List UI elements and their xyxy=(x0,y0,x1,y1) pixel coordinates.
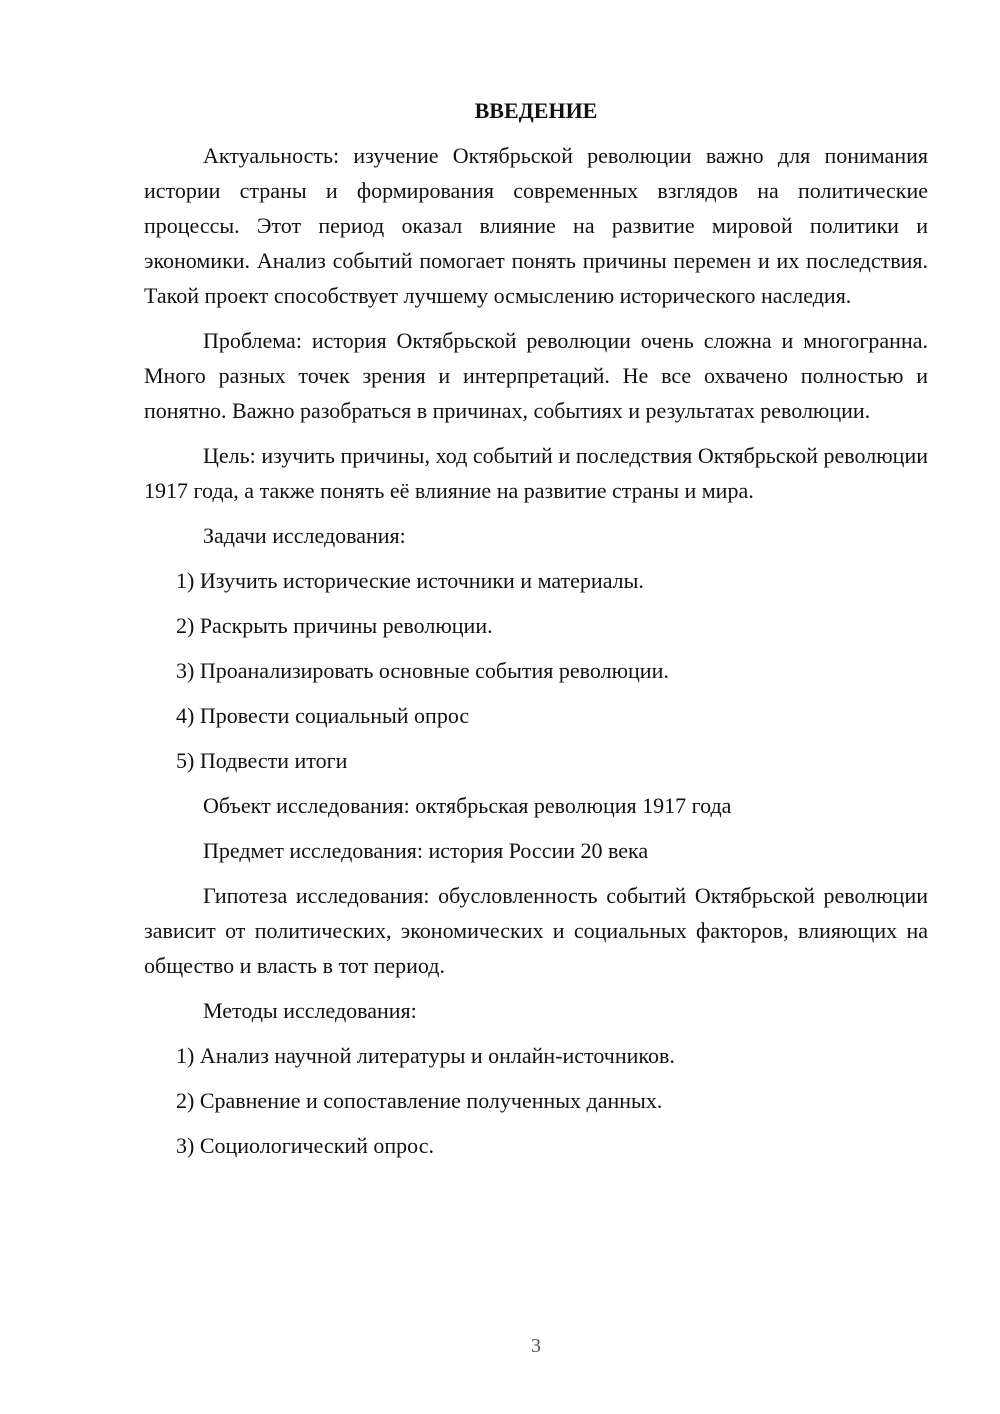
method-item: 2) Сравнение и сопоставление полученных данных. xyxy=(176,1088,663,1113)
page-content xyxy=(144,96,928,1173)
goal-paragraph: Цель: изучить причины, ход событий и последствия Октябрьской революции 1917 года, а также понять её влияние на развитие страны и мира. xyxy=(144,443,928,503)
methods-list xyxy=(144,1038,928,1163)
hypothesis-paragraph: Гипотеза исследования: обусловленность событий Октябрьской революции зависит от политических, экономических и социальных факторов, влияющих на общество и власть в тот период. xyxy=(144,883,928,978)
relevance-paragraph: Актуальность: изучение Октябрьской революции важно для понимания истории страны и формирования современных взглядов на политические процессы. Этот период оказал влияние на развитие мировой политики и экономики. Анализ событий помогает понять причины перемен и их последствия. Такой проект способствует лучшему осмыслению исторического наследия. xyxy=(144,143,928,308)
tasks-heading: Задачи исследования: xyxy=(203,523,406,548)
page-number: 3 xyxy=(531,1335,541,1357)
methods-heading: Методы исследования: xyxy=(203,998,417,1023)
task-item: 5) Подвести итоги xyxy=(176,748,348,773)
tasks-list xyxy=(144,563,928,778)
research-subject: Предмет исследования: история России 20 века xyxy=(203,838,649,863)
task-item: 1) Изучить исторические источники и материалы. xyxy=(176,568,644,593)
method-item: 3) Социологический опрос. xyxy=(176,1133,434,1158)
task-item: 3) Проанализировать основные события революции. xyxy=(176,658,669,683)
task-item: 2) Раскрыть причины революции. xyxy=(176,613,493,638)
problem-paragraph: Проблема: история Октябрьской революции очень сложна и многогранна. Много разных точек зрения и интерпретаций. Не все охвачено полностью и понятно. Важно разобраться в причинах, событиях и результатах революции. xyxy=(144,328,928,423)
page-title: ВВЕДЕНИЕ xyxy=(474,98,598,123)
task-item: 4) Провести социальный опрос xyxy=(176,703,470,728)
method-item: 1) Анализ научной литературы и онлайн-источников. xyxy=(176,1043,675,1068)
research-object: Объект исследования: октябрьская революция 1917 года xyxy=(203,793,732,818)
